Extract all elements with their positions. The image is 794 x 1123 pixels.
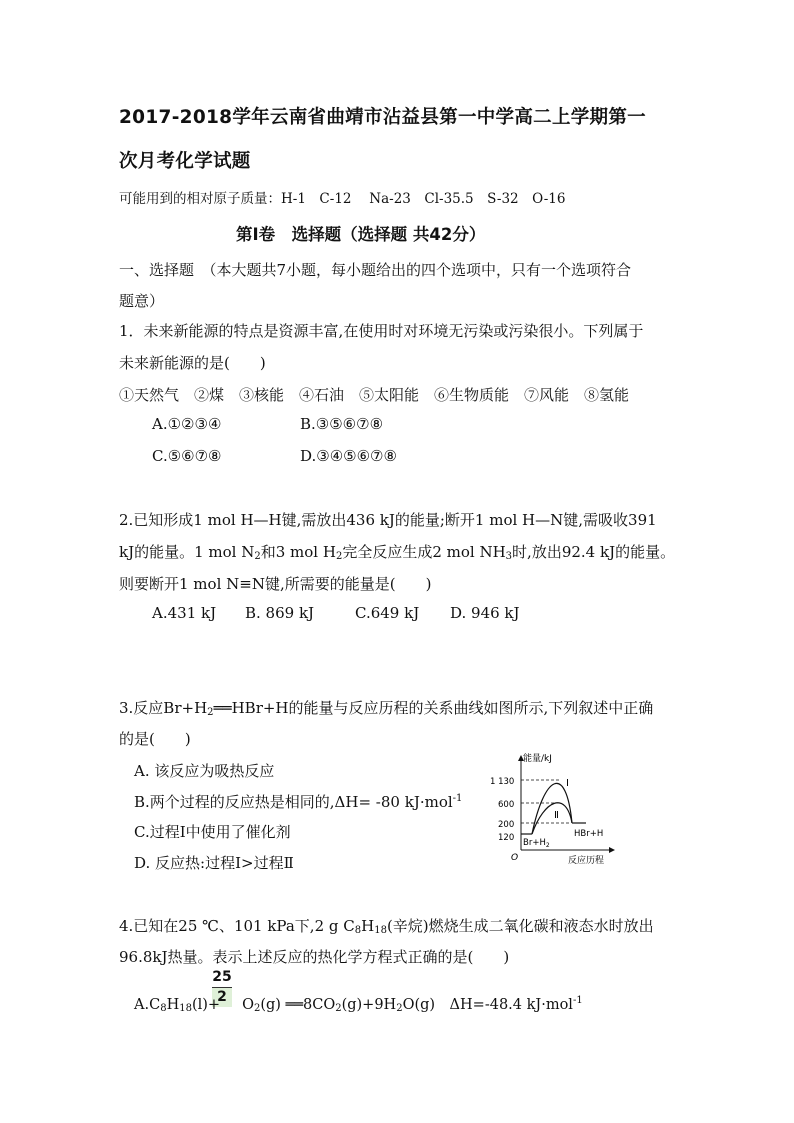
q1-option-c: C.⑤⑥⑦⑧ [152,447,222,465]
q1-option-b: B.③⑤⑥⑦⑧ [300,415,384,433]
q2-stem-line1: 2.已知形成1 mol H—H键,需放出436 kJ的能量;断开1 mol H—N键,需吸收391 [119,511,657,529]
q3-option-a: A. 该反应为吸热反应 [134,762,275,780]
q3-stem-line1: 3.反应$Br+H_2══HBr+H$的能量与反应历程的关系曲线如图所示,下列叙述中正确 [119,699,654,718]
q4-stem-line1: 4.已知在25 ℃、101 kPa下,2 g $C_8H_{18}$(辛烷)燃烧生成二氧化碳和液态水时放出 [119,917,654,936]
q1-option-d: D.③④⑤⑥⑦⑧ [300,447,397,465]
origin-label: O [511,853,519,863]
energy-diagram [486,752,616,868]
x-axis-label: 反应历程 [568,856,605,866]
part-intro-line2: 题意） [119,292,165,310]
product-label: HBr+H [574,829,604,839]
q2-stem-line3: 则要断开1 mol N≡N键,所需要的能量是( ) [119,575,432,593]
tick-600: 600 [498,800,515,810]
q4-option-a: $A.C_8H_{18}(l)+ O_2(g)$ $══8CO_2(g)+9H_2O(g)$ ΔH=-48.4 kJ·mol$^{-1}$ [134,995,583,1014]
q1-option-a: A.①②③④ [152,415,222,433]
q3-option-c: C.过程Ⅰ中使用了催化剂 [134,823,291,841]
atomic-mass-line: 可能用到的相对原子质量：H-1 C-12 Na-23 Cl-35.5 S-32 O-16 [119,191,566,207]
curve-process-1 [532,783,572,834]
curve-2-label: Ⅱ [554,810,559,821]
tick-1130: 1 130 [490,777,515,787]
q3-option-b: B.两个过程的反应热是相同的,ΔH= -80 kJ·mol$^{-1}$ [134,793,463,811]
q2-option-a: A.431 kJ [152,604,217,622]
tick-120: 120 [498,833,515,843]
curve-1-label: Ⅰ [566,778,569,789]
section-title: 第Ⅰ卷 选择题（选择题 共42分） [236,225,486,244]
q2-stem-line2: kJ的能量。1 mol $N_2$和3 mol $H_2$完全反应生成2 mol $NH_3$时,放出92.4 kJ的能量。 [119,543,676,562]
reactant-label: $Br+H_2$ [523,838,550,849]
q1-items: ①天然气 ②煤 ③核能 ④石油 ⑤太阳能 ⑥生物质能 ⑦风能 ⑧氢能 [119,386,630,404]
q1-stem-line2: 未来新能源的是( ) [119,354,266,372]
q1-stem-line1: 1．未来新能源的特点是资源丰富,在使用时对环境无污染或污染很小。下列属于 [119,322,644,340]
page-title-line1: 2017-2018学年云南省曲靖市沾益县第一中学高二上学期第一 [119,107,646,128]
tick-200: 200 [498,820,515,830]
page-title-line2: 次月考化学试题 [119,151,251,172]
y-axis-label: 能量/kJ [523,754,552,764]
q2-option-b: B. 869 kJ [245,604,315,622]
q2-option-d: D. 946 kJ [450,604,520,622]
part-intro-line1: 一、选择题 （本大题共7小题，每小题给出的四个选项中，只有一个选项符合 [119,261,632,279]
q2-option-c: C.649 kJ [355,604,420,622]
q4-stem-line2: 96.8kJ热量。表示上述反应的热化学方程式正确的是( ) [119,948,510,966]
fraction-25-over-2: $\frac{25}{2}$ [212,969,232,1005]
q3-stem-line2: 的是( ) [119,730,191,748]
curve-process-2 [532,803,572,834]
q3-option-d: D. 反应热:过程Ⅰ>过程Ⅱ [134,854,294,872]
